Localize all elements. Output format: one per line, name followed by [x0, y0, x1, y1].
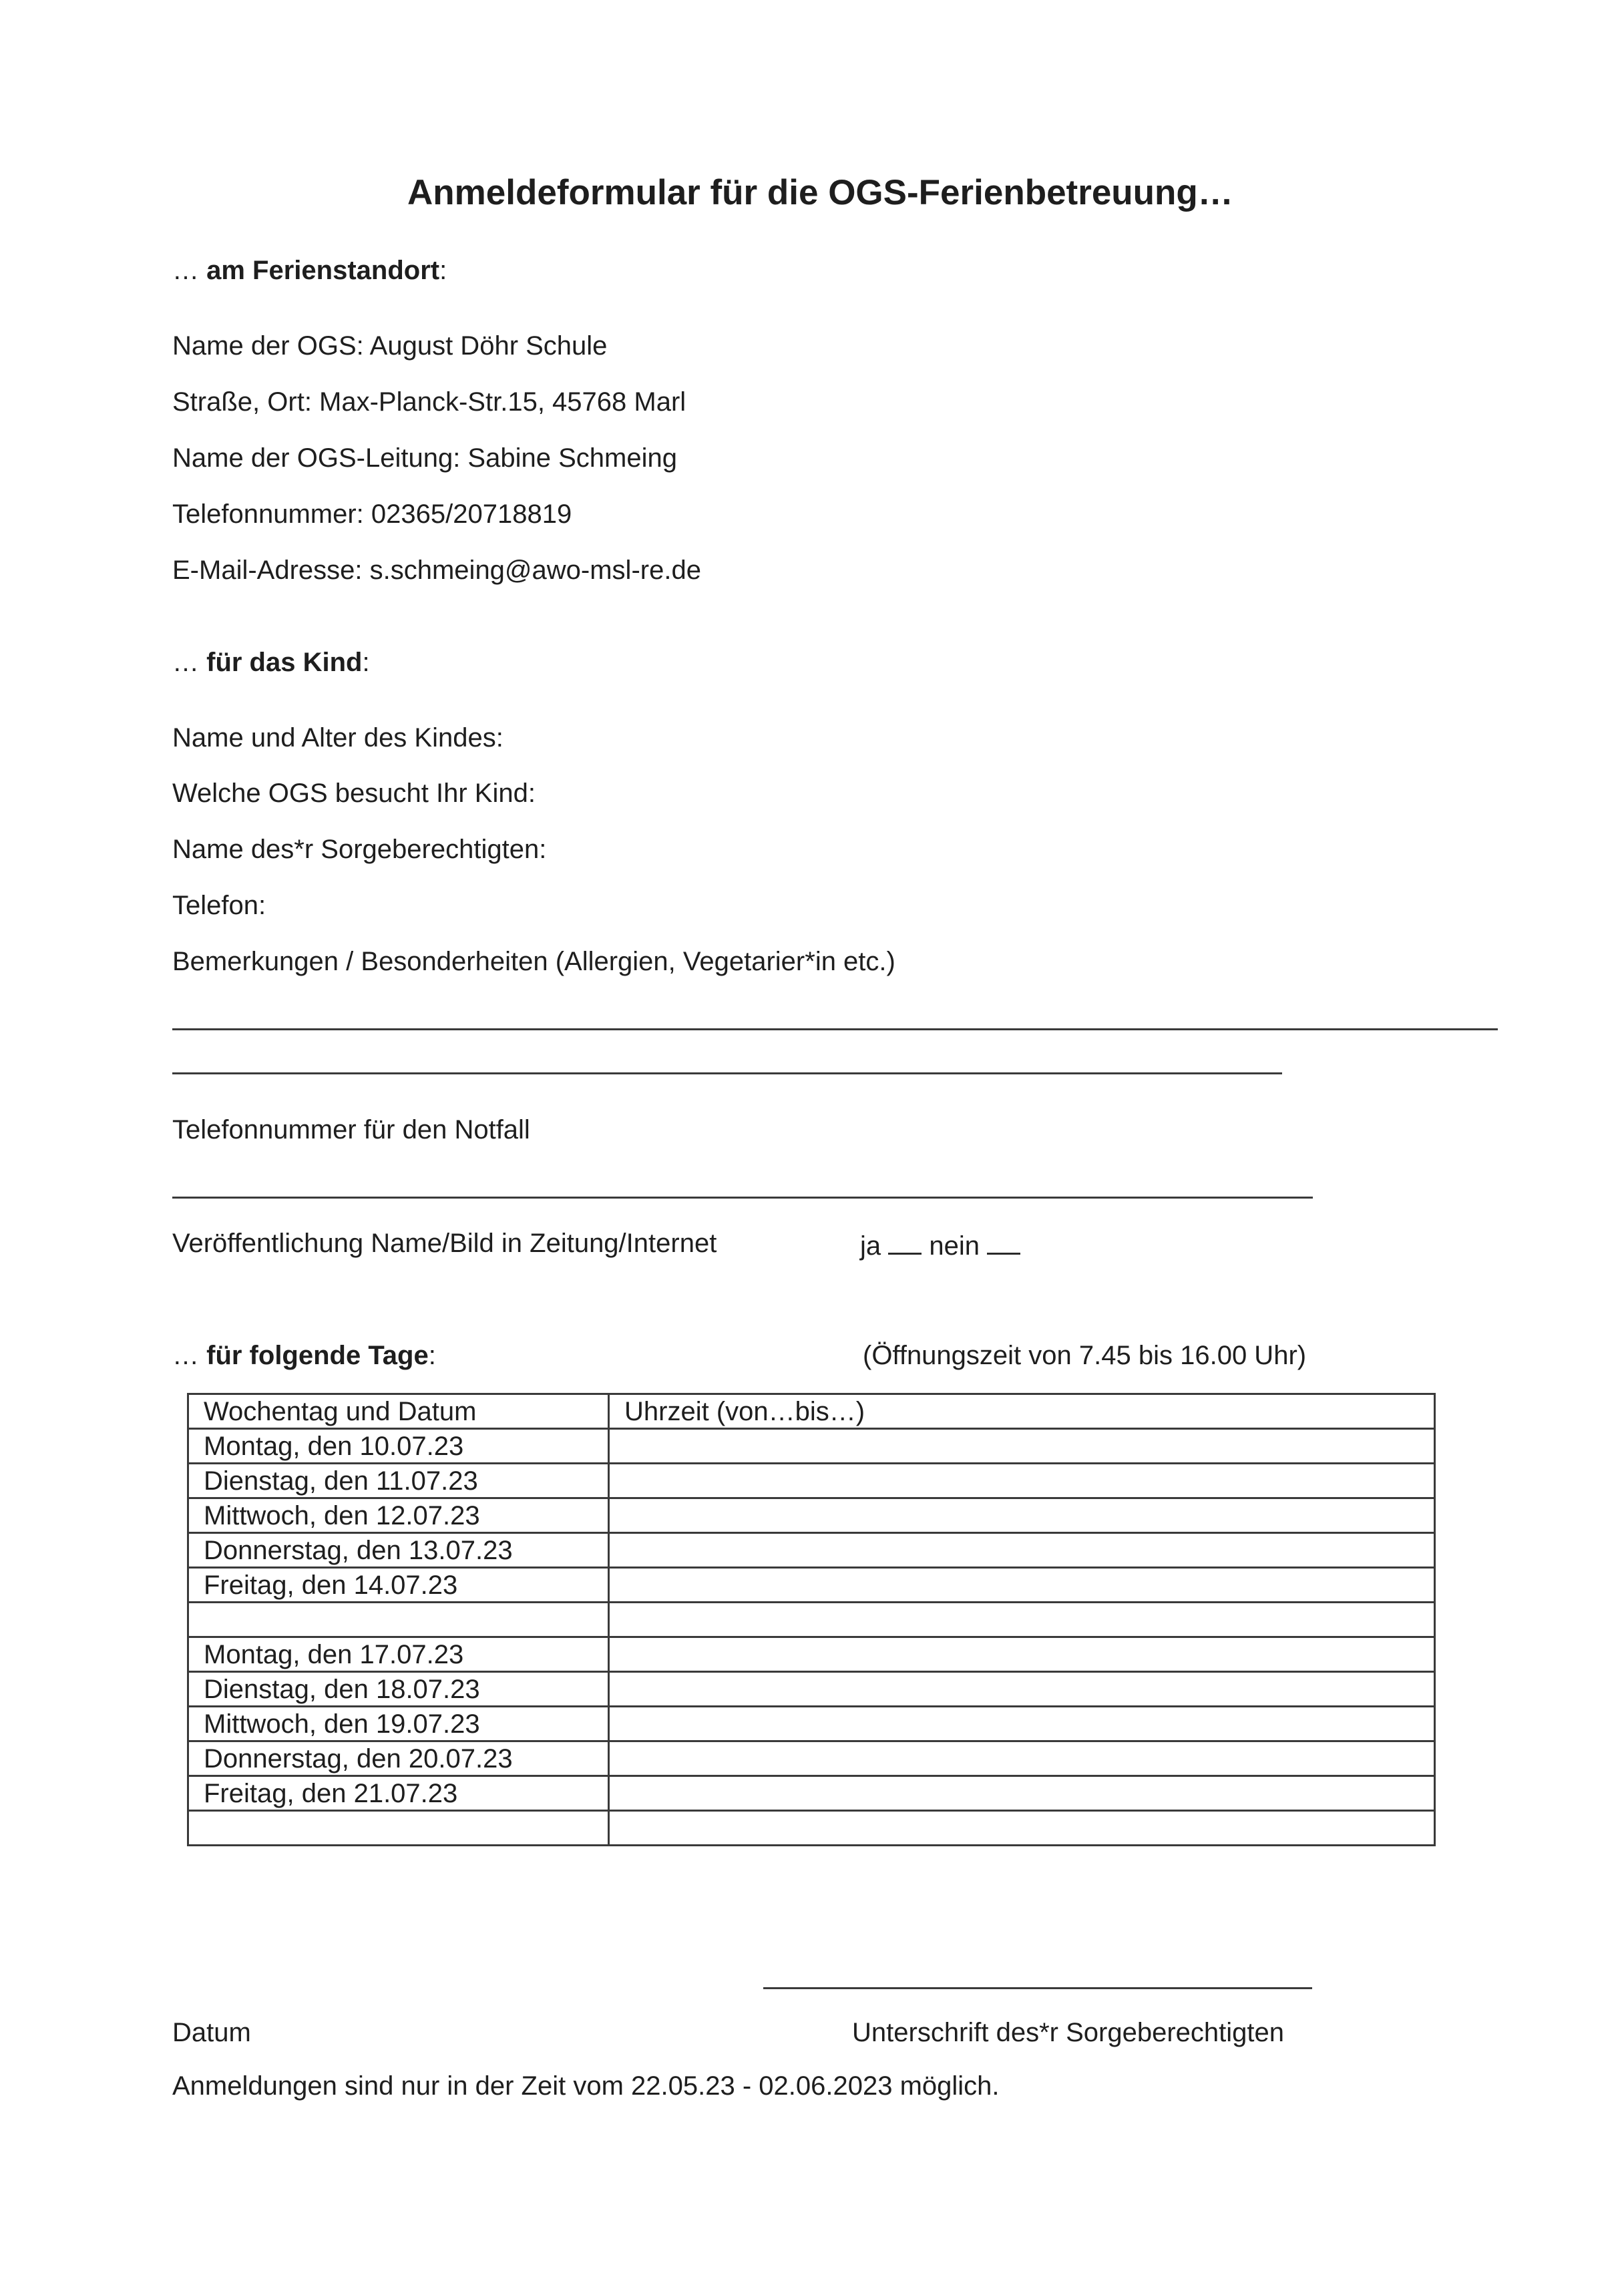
weekday-cell: Montag, den 10.07.23 [188, 1429, 609, 1464]
registration-period-note: Anmeldungen sind nur in der Zeit vom 22.05.23 - 02.06.2023 möglich. [172, 2071, 1000, 2101]
days-table [187, 1393, 1436, 1846]
section-suffix: : [439, 256, 447, 285]
header-time: Uhrzeit (von…bis…) [609, 1394, 1435, 1429]
ogs-leitung-line: Name der OGS-Leitung: Sabine Schmeing [172, 443, 677, 473]
weekday-cell: Mittwoch, den 19.07.23 [188, 1707, 609, 1741]
time-cell[interactable] [609, 1776, 1435, 1811]
date-label: Datum [172, 2018, 251, 2047]
section-prefix: … [172, 256, 199, 285]
emergency-phone-line [172, 1197, 1313, 1199]
weekday-cell: Freitag, den 14.07.23 [188, 1568, 609, 1603]
child-name-age-label: Name und Alter des Kindes: [172, 723, 503, 753]
section-prefix: … [172, 1341, 199, 1370]
table-row [188, 1429, 1435, 1464]
section-label: am Ferienstandort [206, 256, 440, 285]
option-ja-blank[interactable] [888, 1230, 922, 1255]
time-cell[interactable] [609, 1464, 1435, 1498]
table-row [188, 1776, 1435, 1811]
signature-line [763, 1987, 1312, 1989]
phone-line: Telefonnummer: 02365/20718819 [172, 499, 572, 529]
weekday-cell [188, 1811, 609, 1846]
table-row [188, 1533, 1435, 1568]
option-nein-label: nein [929, 1231, 980, 1261]
weekday-cell: Dienstag, den 11.07.23 [188, 1464, 609, 1498]
weekday-cell: Freitag, den 21.07.23 [188, 1776, 609, 1811]
table-row [188, 1672, 1435, 1707]
section-suffix: : [428, 1341, 436, 1370]
opening-hours-note: (Öffnungszeit von 7.45 bis 16.00 Uhr) [863, 1341, 1307, 1370]
table-row [188, 1811, 1435, 1846]
table-row [188, 1568, 1435, 1603]
remarks-line-1 [172, 1028, 1498, 1030]
time-cell[interactable] [609, 1741, 1435, 1776]
time-cell[interactable] [609, 1811, 1435, 1846]
time-cell[interactable] [609, 1603, 1435, 1637]
time-cell[interactable] [609, 1637, 1435, 1672]
option-ja-label: ja [860, 1231, 881, 1261]
weekday-cell: Dienstag, den 18.07.23 [188, 1672, 609, 1707]
section-prefix: … [172, 648, 199, 677]
table-row [188, 1464, 1435, 1498]
child-ogs-label: Welche OGS besucht Ihr Kind: [172, 779, 536, 808]
weekday-cell: Donnerstag, den 13.07.23 [188, 1533, 609, 1568]
table-row [188, 1741, 1435, 1776]
header-weekday-date: Wochentag und Datum [188, 1394, 609, 1429]
weekday-cell: Mittwoch, den 12.07.23 [188, 1498, 609, 1533]
time-cell[interactable] [609, 1429, 1435, 1464]
table-row [188, 1498, 1435, 1533]
section-label: für folgende Tage [206, 1341, 429, 1370]
remarks-line-2 [172, 1072, 1282, 1074]
child-phone-label: Telefon: [172, 891, 266, 920]
guardian-name-label: Name des*r Sorgeberechtigten: [172, 835, 547, 864]
table-row [188, 1603, 1435, 1637]
time-cell[interactable] [609, 1707, 1435, 1741]
address-line: Straße, Ort: Max-Planck-Str.15, 45768 Marl [172, 387, 686, 417]
time-cell[interactable] [609, 1672, 1435, 1707]
weekday-cell: Montag, den 17.07.23 [188, 1637, 609, 1672]
weekday-cell [188, 1603, 609, 1637]
ogs-name-line: Name der OGS: August Döhr Schule [172, 331, 608, 361]
remarks-label: Bemerkungen / Besonderheiten (Allergien, Vegetarier*in etc.) [172, 947, 895, 976]
email-line: E-Mail-Adresse: s.schmeing@awo-msl-re.de [172, 556, 701, 585]
table-row [188, 1707, 1435, 1741]
section-heading-standort [172, 257, 447, 284]
time-cell[interactable] [609, 1498, 1435, 1533]
section-heading-tage [172, 1342, 436, 1369]
option-nein-blank[interactable] [987, 1230, 1020, 1255]
page-title: Anmeldeformular für die OGS-Ferienbetreuung… [407, 173, 1233, 212]
table-header-row [188, 1394, 1435, 1429]
signature-label: Unterschrift des*r Sorgeberechtigten [852, 2018, 1284, 2047]
section-label: für das Kind [206, 648, 363, 677]
time-cell[interactable] [609, 1568, 1435, 1603]
emergency-phone-label: Telefonnummer für den Notfall [172, 1115, 530, 1144]
section-heading-kind [172, 649, 370, 676]
publication-label: Veröffentlichung Name/Bild in Zeitung/Internet [172, 1229, 717, 1258]
publication-options [860, 1230, 1020, 1259]
weekday-cell: Donnerstag, den 20.07.23 [188, 1741, 609, 1776]
time-cell[interactable] [609, 1533, 1435, 1568]
section-suffix: : [362, 648, 370, 677]
table-row [188, 1637, 1435, 1672]
